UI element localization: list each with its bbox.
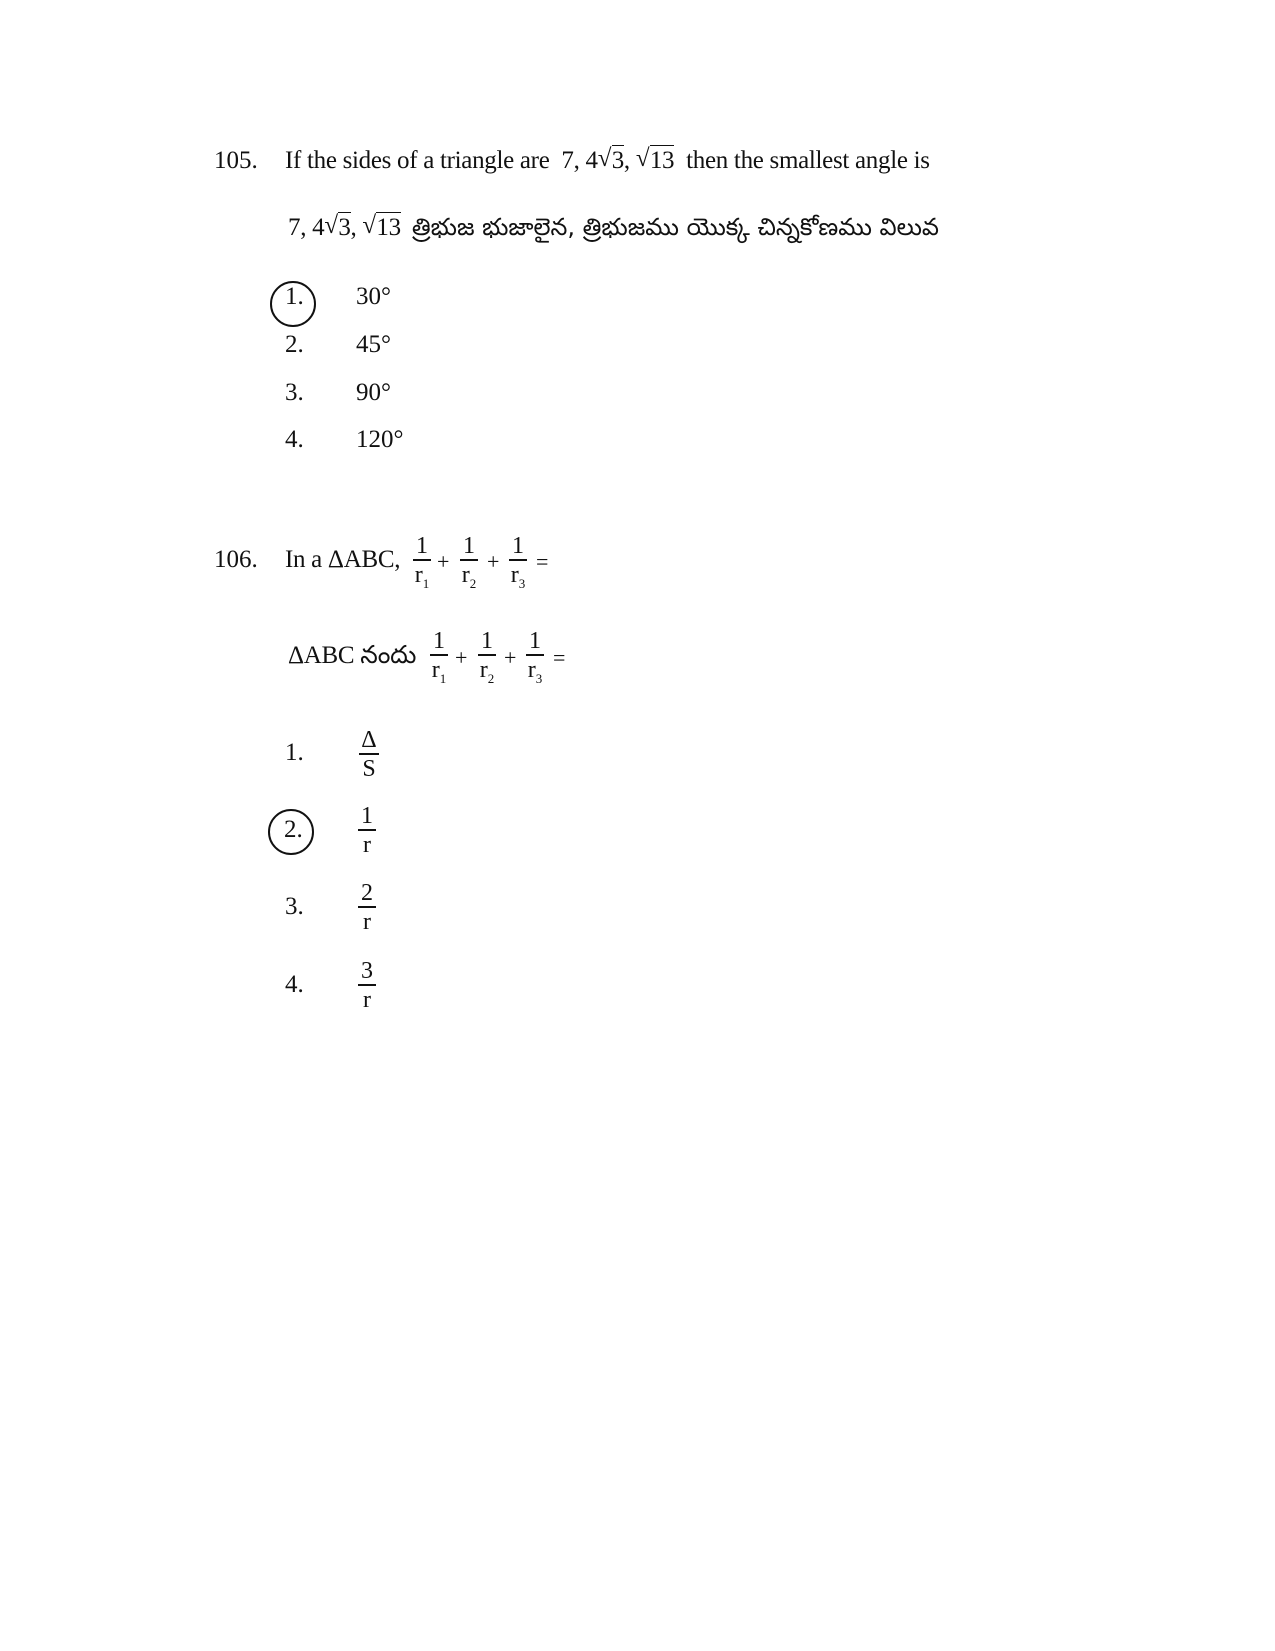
option-value: 90° bbox=[356, 379, 391, 406]
option-fraction: 2 r bbox=[358, 880, 376, 936]
option-number: 1. bbox=[285, 739, 304, 766]
option-number: 3. bbox=[285, 379, 304, 406]
option-fraction: 3 r bbox=[358, 958, 376, 1014]
question-text-telugu: ΔABC నందు bbox=[288, 642, 417, 669]
option-value: 30° bbox=[356, 283, 391, 310]
question-number: 106. bbox=[214, 546, 258, 573]
fraction: 1 $r_2$ bbox=[461, 533, 477, 591]
question-text-english: In a ΔABC, bbox=[285, 546, 401, 573]
sides-values: 7, 4 √ 3, √ 13 bbox=[555, 147, 680, 174]
question-number: 105. bbox=[214, 147, 258, 174]
option-fraction: Δ S bbox=[359, 727, 379, 783]
option-number: 4. bbox=[285, 426, 304, 453]
fraction: 1 $r_3$ bbox=[510, 533, 526, 591]
option-value: 120° bbox=[356, 426, 404, 453]
fraction: 1 $r_1$ bbox=[414, 533, 430, 591]
option-number: 4. bbox=[285, 971, 304, 998]
fraction: 1 $r_1$ bbox=[431, 628, 447, 686]
fraction: 1 $r_2$ bbox=[479, 628, 495, 686]
option-number: 2. bbox=[284, 816, 303, 843]
fraction: 1 $r_3$ bbox=[527, 628, 543, 686]
option-number: 1. bbox=[285, 283, 304, 310]
option-fraction: 1 r bbox=[358, 803, 376, 859]
option-number: 2. bbox=[285, 331, 304, 358]
option-number: 3. bbox=[285, 893, 304, 920]
question-text-telugu: 7, 4 √ 3, √ 13 త్రిభుజ భుజాలైన, త్రిభుజము యొక్క చిన్నకోణము విలువ bbox=[288, 213, 939, 247]
question-text-english: If the sides of a triangle are 7, 4 √ 3, √ 13 then the smallest angle is bbox=[285, 147, 930, 175]
option-value: 45° bbox=[356, 331, 391, 358]
